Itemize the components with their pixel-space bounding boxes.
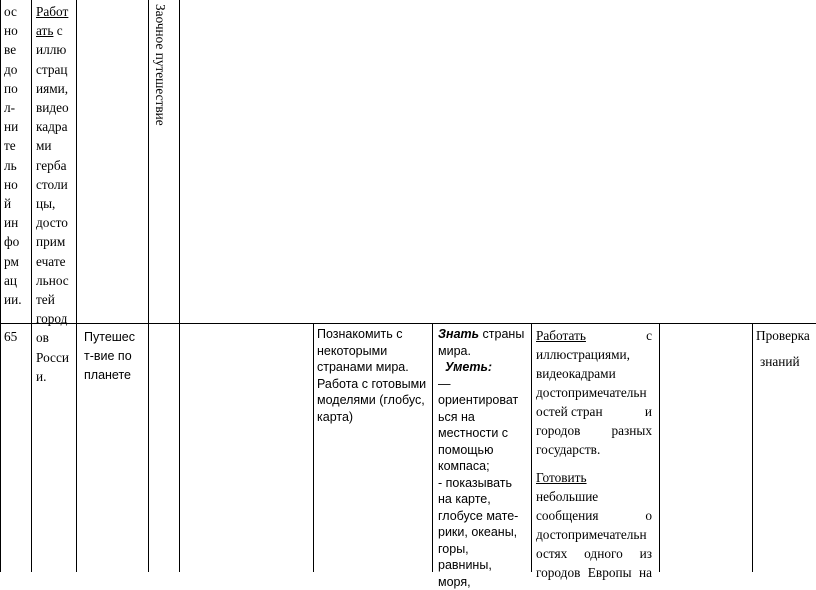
row-divider [0, 323, 816, 324]
border-col2 [76, 0, 77, 572]
border-col1 [31, 0, 32, 572]
border-col5 [313, 323, 314, 572]
border-col7 [531, 323, 532, 572]
rotated-lesson-type: Заочное путешествие [153, 4, 168, 126]
student-activities: Работать с иллюстрациями, видеокадрами достопримечательн остей стран и городов разных государств. Готовить небольшие сообщения о достопримечательн остях одного из городов Европы на [536, 328, 652, 580]
border-col6 [432, 323, 433, 572]
top-col2-text: Работ ать с иллю страц иями, видео кадра ми герба столи цы, досто прим ечате льнос тей город ов Росси и. [36, 4, 69, 384]
lesson-goal: Познакомить с некоторыми странами мира. Работа с готовыми моделями (глобус, карта) [317, 327, 427, 424]
learning-outcomes: Знать страны мира. Уметь: — ориентироват ься на местности с помощью компаса; - показывать на карте, глобусе мате- рики, океаны, горы, равнины, моря, [438, 327, 525, 589]
top-col1-text: ос но ве до по л- ни те ль но й ин фо рм ац ии. [4, 4, 22, 308]
border-col3 [148, 0, 149, 572]
border-col8 [659, 323, 660, 572]
lesson-number: 65 [4, 329, 18, 344]
border-left [0, 0, 1, 572]
border-col4 [179, 0, 180, 572]
lesson-topic: Путешес т-вие по планете [84, 330, 136, 382]
control-form: Проверка знаний [756, 328, 810, 369]
border-col9 [752, 323, 753, 572]
